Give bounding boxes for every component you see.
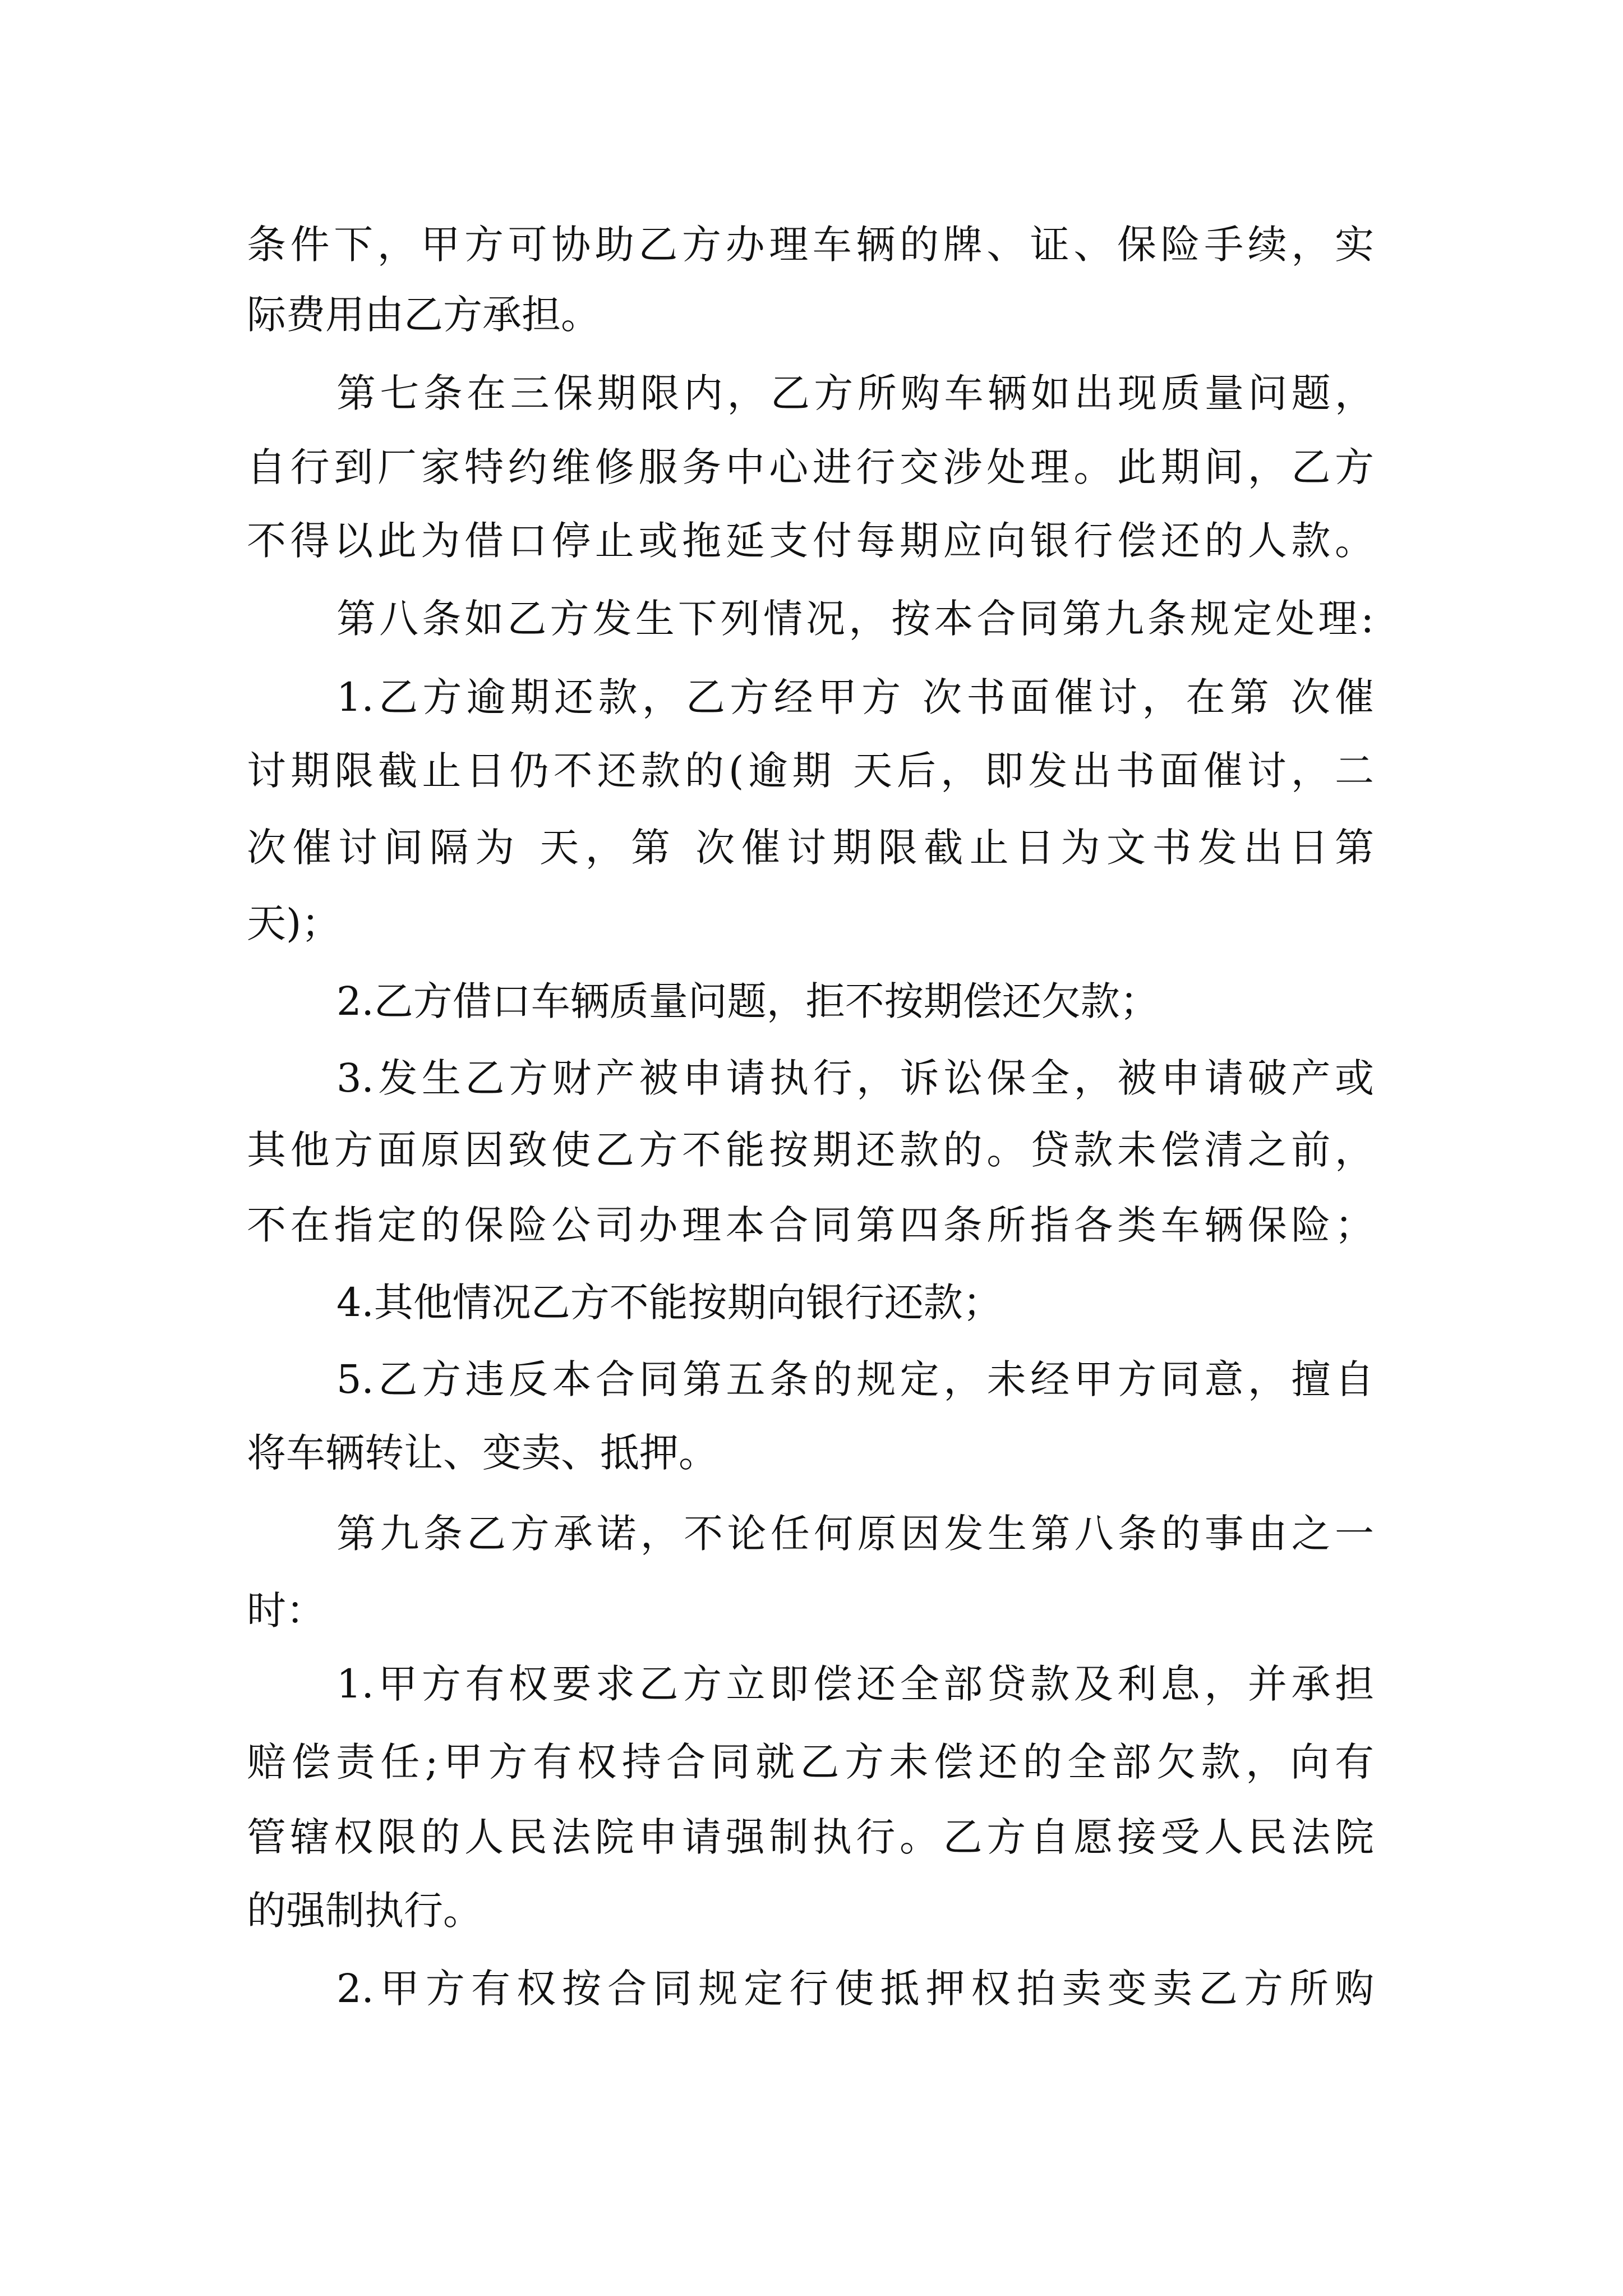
text-line: 其他方面原因致使乙方不能按期还款的。贷款未偿清之前， — [247, 1127, 1374, 1173]
text-line: 自行到厂家特约维修服务中心进行交涉处理。此期间，乙方 — [247, 444, 1374, 490]
text-line: 的强制执行。 — [247, 1888, 482, 1934]
text-line: 2.甲方有权按合同规定行使抵押权拍卖变卖乙方所购 — [336, 1966, 1374, 2012]
text-line: 第七条在三保期限内，乙方所购车辆如出现质量问题， — [336, 370, 1374, 416]
text-line: 1.乙方逾期还款，乙方经甲方 次书面催讨，在第 次催 — [336, 674, 1374, 720]
text-line: 不在指定的保险公司办理本合同第四条所指各类车辆保险； — [247, 1202, 1374, 1248]
text-line: 时： — [247, 1588, 325, 1634]
text-line: 4.其他情况乙方不能按期向银行还款； — [336, 1280, 1002, 1326]
text-line: 将车辆转让、变卖、抵押。 — [247, 1430, 718, 1476]
text-line: 条件下，甲方可协助乙方办理车辆的牌、证、保险手续，实 — [247, 222, 1374, 268]
text-line: 讨期限截止日仍不还款的(逾期 天后，即发出书面催讨，二 — [247, 748, 1374, 794]
text-line: 第八条如乙方发生下列情况，按本合同第九条规定处理: — [336, 596, 1374, 642]
text-line: 1.甲方有权要求乙方立即偿还全部贷款及利息，并承担 — [336, 1661, 1374, 1707]
text-line: 5.乙方违反本合同第五条的规定，未经甲方同意，擅自 — [336, 1356, 1374, 1402]
text-line: 际费用由乙方承担。 — [247, 292, 600, 338]
text-line: 天)； — [247, 900, 341, 946]
text-line: 不得以此为借口停止或拖延支付每期应向银行偿还的人款。 — [247, 518, 1374, 564]
text-line: 第九条乙方承诺，不论任何原因发生第八条的事由之一 — [336, 1511, 1374, 1557]
text-line: 2.乙方借口车辆质量问题，拒不按期偿还欠款； — [336, 978, 1159, 1024]
text-line: 管辖权限的人民法院申请强制执行。乙方自愿接受人民法院 — [247, 1814, 1374, 1860]
text-line: 3.发生乙方财产被申请执行，诉讼保全，被申请破产或 — [336, 1055, 1374, 1101]
text-line: 次催讨间隔为 天，第 次催讨期限截止日为文书发出日第 — [247, 825, 1374, 871]
text-line: 赔偿责任;甲方有权持合同就乙方未偿还的全部欠款，向有 — [247, 1739, 1374, 1785]
